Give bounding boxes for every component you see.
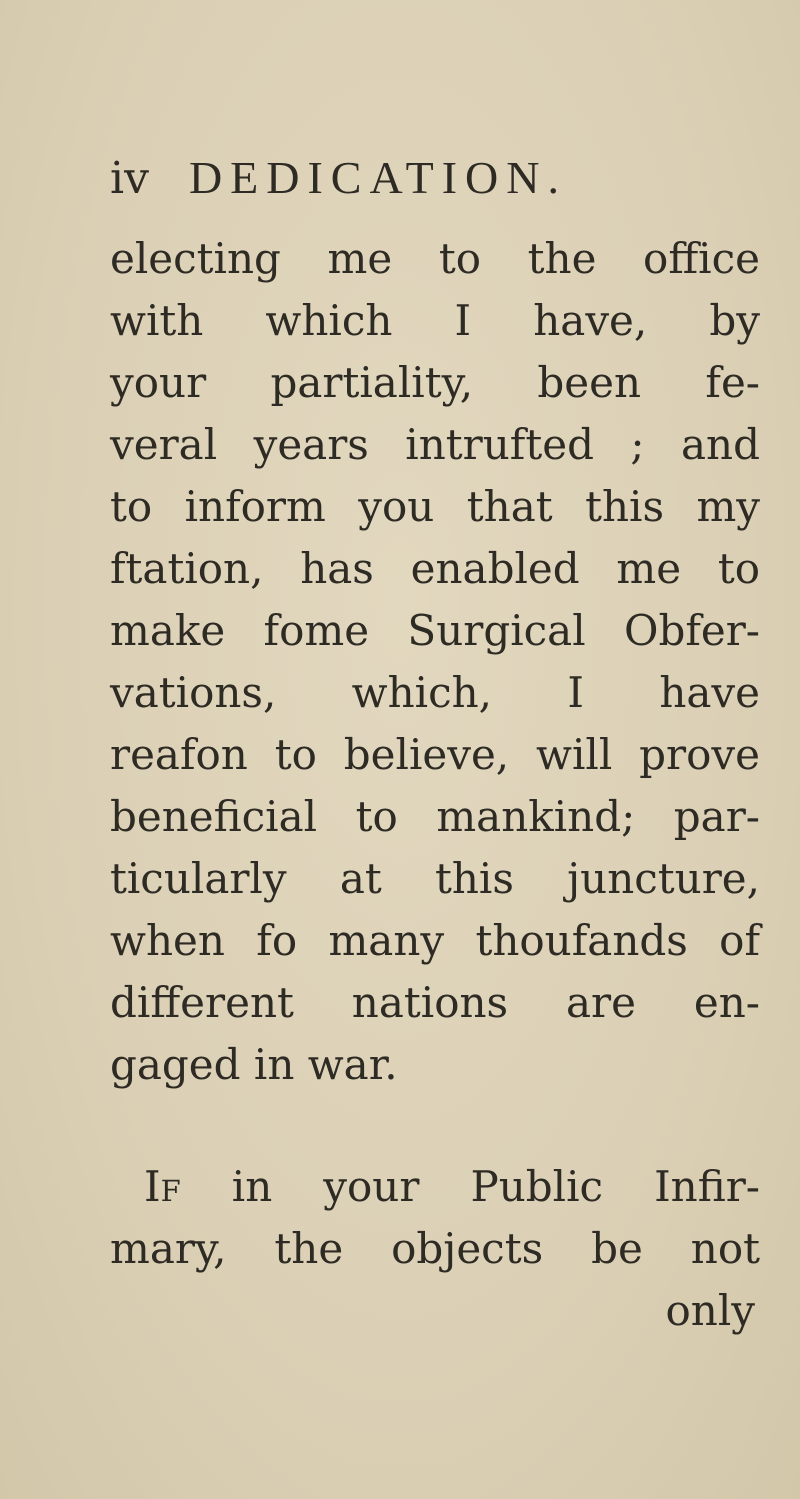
text-line-rest: in your Public Infir- <box>231 1162 760 1211</box>
body-text <box>110 228 760 1342</box>
text-line: electing me to the office <box>110 234 760 283</box>
text-line: make fome Surgical Obfer- <box>110 606 760 655</box>
text-line: different nations are en- <box>110 978 760 1027</box>
text-line: your partiality, been fe- <box>110 358 760 407</box>
text-line: beneficial to mankind; par- <box>110 792 760 841</box>
text-line: when fo many thoufands of <box>110 916 760 965</box>
catchword: only <box>665 1286 755 1335</box>
paragraph-gap <box>110 1096 760 1156</box>
paragraph-first-line <box>110 1156 760 1218</box>
text-line: ftation, has enabled me to <box>110 544 760 593</box>
text-line: veral years intrufted ; and <box>110 420 760 469</box>
text-line: vations, which, I have <box>110 668 760 717</box>
text-line: ticularly at this juncture, <box>110 854 760 903</box>
text-line: mary, the objects be not <box>110 1224 760 1273</box>
text-line: with which I have, by <box>110 296 760 345</box>
running-head <box>110 148 750 208</box>
text-line: gaged in war. <box>110 1040 398 1089</box>
text-line: to inform you that this my <box>110 482 760 531</box>
running-head-title: DEDICATION. <box>188 152 567 203</box>
text-line: reafon to believe, will prove <box>110 730 760 779</box>
page-number: iv <box>110 153 149 204</box>
paragraph-first-word: If <box>144 1162 181 1211</box>
